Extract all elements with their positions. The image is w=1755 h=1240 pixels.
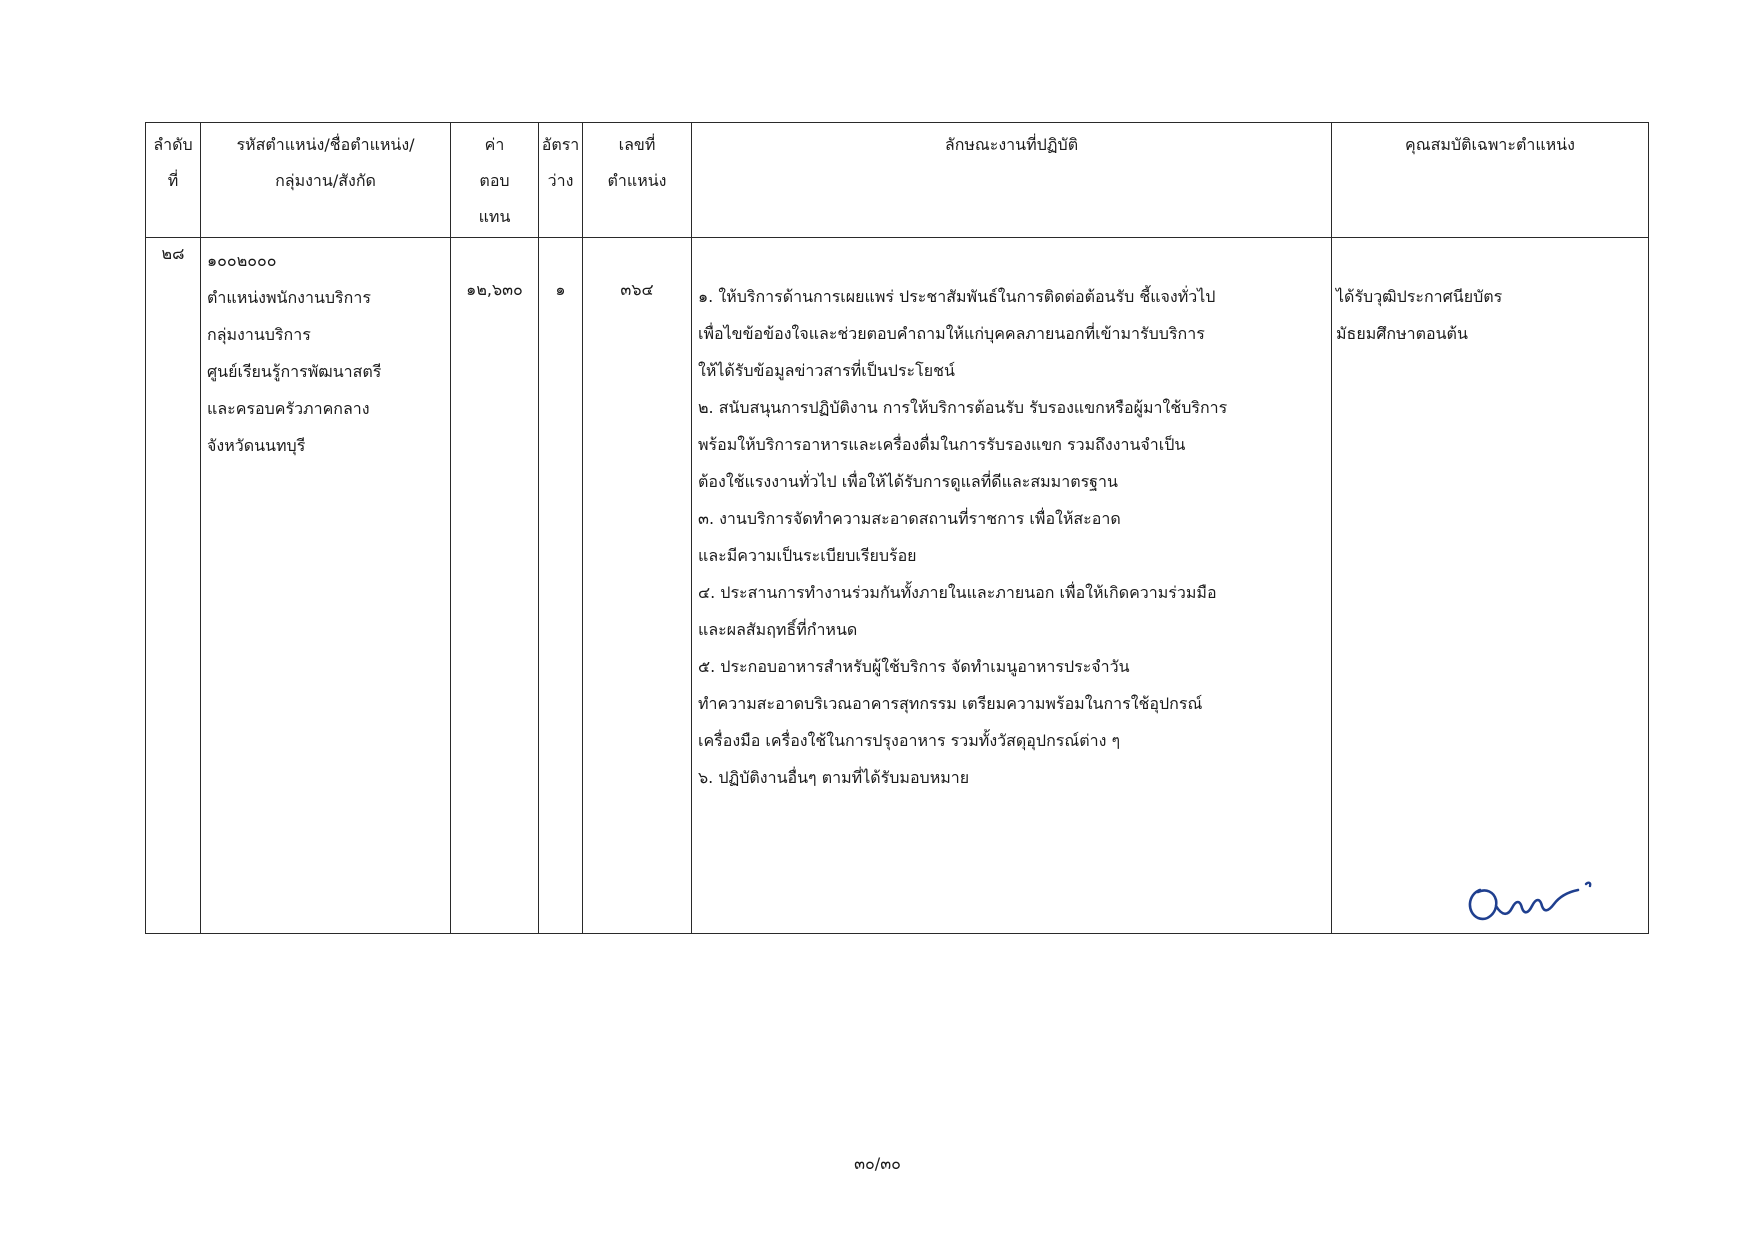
duty-line: ๔. ประสานการทำงานร่วมกันทั้งภายในและภายนอก เพื่อให้เกิดความร่วมมือ — [698, 583, 1217, 602]
cell-pay — [451, 238, 539, 934]
page-number: ๓๐/๓๐ — [854, 1154, 901, 1173]
duty-line: ๒. สนับสนุนการปฏิบัติงาน การให้บริการต้อนรับ รับรองแขกหรือผู้มาใช้บริการ — [698, 398, 1228, 417]
duty-line: เครื่องมือ เครื่องใช้ในการปรุงอาหาร รวมทั้งวัสดุอุปกรณ์ต่าง ๆ — [698, 731, 1121, 750]
duty-line: และผลสัมฤทธิ์ที่กำหนด — [698, 620, 858, 639]
cell-position-no — [583, 238, 692, 934]
table-row — [146, 238, 1649, 934]
position-line: ตำแหน่งพนักงานบริการ — [207, 288, 371, 307]
header-pay: ค่า ตอบ แทน — [451, 123, 539, 238]
header-vacancy: อัตรา ว่าง — [539, 123, 583, 238]
duty-line: และมีความเป็นระเบียบเรียบร้อย — [698, 546, 917, 565]
order-value: ๒๘ — [161, 244, 185, 263]
duty-line: ต้องใช้แรงงานทั่วไป เพื่อให้ได้รับการดูแลที่ดีและสมมาตรฐาน — [698, 472, 1118, 491]
header-row — [146, 123, 1649, 238]
cell-position — [201, 238, 451, 934]
position-line: จังหวัดนนทบุรี — [207, 436, 306, 455]
duty-line: ทำความสะอาดบริเวณอาคารสุทกรรม เตรียมความพร้อมในการใช้อุปกรณ์ — [698, 694, 1203, 713]
duty-line: ให้ได้รับข้อมูลข่าวสารที่เป็นประโยชน์ — [698, 361, 955, 380]
header-position: รหัสตำแหน่ง/ชื่อตำแหน่ง/ กลุ่มงาน/สังกัด — [201, 123, 451, 238]
duty-line: เพื่อไขข้อข้องใจและช่วยตอบคำถามให้แก่บุคคลภายนอกที่เข้ามารับบริการ — [698, 324, 1205, 343]
qualification-line: ได้รับวุฒิประกาศนียบัตร — [1336, 287, 1503, 306]
cell-qualifications — [1332, 238, 1649, 934]
cell-order — [146, 238, 201, 934]
position-line: ศูนย์เรียนรู้การพัฒนาสตรี — [207, 362, 382, 381]
qualification-line: มัธยมศึกษาตอนต้น — [1336, 324, 1468, 343]
position-code: ๑๐๐๒๐๐๐ — [207, 251, 277, 270]
position-line: กลุ่มงานบริการ — [207, 325, 311, 344]
cell-vacancy — [539, 238, 583, 934]
header-qualifications: คุณสมบัติเฉพาะตำแหน่ง — [1332, 123, 1649, 238]
position-no-value: ๓๖๔ — [620, 280, 654, 299]
vacancy-value: ๑ — [555, 280, 566, 299]
duty-line: พร้อมให้บริการอาหารและเครื่องดื่มในการรับรองแขก รวมถึงงานจำเป็น — [698, 435, 1186, 454]
header-order: ลำดับ ที่ — [146, 123, 201, 238]
header-duties: ลักษณะงานที่ปฏิบัติ — [692, 123, 1332, 238]
position-line: และครอบครัวภาคกลาง — [207, 399, 370, 418]
duty-line: ๑. ให้บริการด้านการเผยแพร่ ประชาสัมพันธ์ในการติดต่อต้อนรับ ชี้แจงทั่วไป — [698, 287, 1216, 306]
header-position-no: เลขที่ ตำแหน่ง — [583, 123, 692, 238]
pay-value: ๑๒,๖๓๐ — [466, 280, 523, 299]
position-table — [145, 122, 1649, 934]
cell-duties — [692, 238, 1332, 934]
signature-icon — [1458, 872, 1608, 928]
duty-line: ๓. งานบริการจัดทำความสะอาดสถานที่ราชการ เพื่อให้สะอาด — [698, 509, 1121, 528]
duty-line: ๕. ประกอบอาหารสำหรับผู้ใช้บริการ จัดทำเมนูอาหารประจำวัน — [698, 657, 1130, 676]
duty-line: ๖. ปฏิบัติงานอื่นๆ ตามที่ได้รับมอบหมาย — [698, 768, 970, 787]
